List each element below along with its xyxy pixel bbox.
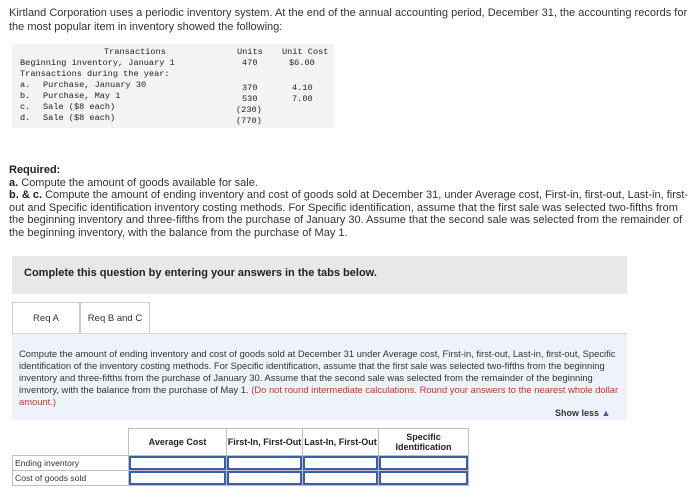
col-fifo: First-In, First-Out [227, 429, 303, 456]
row-cost-of-goods-sold: Cost of goods sold [13, 471, 129, 486]
row-label: Purchase, May 1 [43, 91, 121, 101]
inventory-data-box [12, 44, 334, 128]
row-units: (770) [236, 116, 262, 126]
row-units: 470 [242, 58, 258, 68]
row-label: Transactions during the year: [20, 69, 170, 79]
ending-inventory-specific-input[interactable] [379, 456, 468, 470]
row-letter: a. [20, 80, 31, 90]
header-units: Units [237, 47, 263, 57]
tab-panel-req-b-and-c [12, 333, 627, 420]
req-a-label: a. [9, 176, 19, 189]
col-average-cost: Average Cost [129, 429, 227, 456]
ending-inventory-fifo-input[interactable] [227, 456, 302, 470]
problem-intro: Kirtland Corporation uses a periodic inventory system. At the end of the annual accounting period, December 31, the accounting records for the most popular item in inventory showed the following: [9, 7, 688, 33]
row-cost: 4.10 [292, 83, 313, 93]
row-label: Sale ($8 each) [43, 102, 116, 112]
tab-req-a[interactable]: Req A [12, 302, 80, 334]
ending-inventory-lifo-input[interactable] [303, 456, 378, 470]
instructions-text: Complete this question by entering your answers in the tabs below. [24, 267, 377, 279]
required-heading: Required: [9, 164, 61, 176]
instructions-bar [12, 256, 627, 294]
row-units: 530 [242, 94, 258, 104]
row-cost: $6.00 [289, 58, 315, 68]
table-row [13, 471, 469, 486]
row-label: Sale ($8 each) [43, 113, 116, 123]
req-bc-label: b. & c. [9, 189, 43, 201]
answer-table [12, 428, 469, 486]
panel-text: Compute the amount of ending inventory and cost of goods sold at December 31 under Average cost, First-in, first-out, Last-in, first-out, Specific identification of the inventory costing methods. For Specific identification, assume that the first sale was selected two-fifths from the beginning inventory and three-fifths from the purchase of January 30. Assume that the second sale was selected from the remainder of the beginning inventory, with the balance from the purchase of May 1. [19, 348, 616, 395]
table-row [13, 456, 469, 471]
table-corner [13, 429, 129, 456]
req-a-text: Compute the amount of goods available for sale. [18, 176, 258, 189]
cogs-average-input[interactable] [129, 471, 226, 485]
col-specific-identification: Specific Identification [379, 429, 469, 456]
row-label: Purchase, January 30 [43, 80, 147, 90]
cogs-lifo-input[interactable] [303, 471, 378, 485]
tab-req-b-and-c[interactable]: Req B and C [80, 302, 150, 334]
required-section [9, 164, 691, 239]
row-label: Beginning inventory, January 1 [20, 58, 175, 68]
show-less-label: Show less [555, 408, 600, 418]
header-transactions: Transactions [104, 47, 166, 57]
cogs-specific-input[interactable] [379, 471, 468, 485]
row-letter: c. [20, 102, 31, 112]
panel-instructions [19, 348, 623, 408]
show-less-button[interactable] [555, 408, 610, 418]
row-ending-inventory: Ending inventory [13, 456, 129, 471]
ending-inventory-average-input[interactable] [129, 456, 226, 470]
col-lifo: Last-In, First-Out [303, 429, 379, 456]
caret-up-icon: ▲ [601, 408, 611, 418]
row-letter: d. [20, 113, 31, 123]
header-unit-cost: Unit Cost [282, 47, 329, 57]
cogs-fifo-input[interactable] [227, 471, 302, 485]
rounding-hint: (Do not round intermediate calculations. Round your answers to the nearest whole dollar amount.) [19, 384, 619, 407]
req-bc-text: Compute the amount of ending inventory and cost of goods sold at December 31, under Average cost, First-in, first-out, Last-in, first-out and Specific identification inventory costing methods. For Specific identification, assume that the first sale was selected two-fifths from the beginning inventory and three-fifths from the purchase of January 30. Assume that the second sale was selected from the remainder of the beginning inventory, with the balance from the purchase of May 1. [9, 189, 689, 239]
row-cost: 7.00 [292, 94, 313, 104]
row-units: (230) [236, 105, 262, 115]
row-letter: b. [20, 91, 31, 101]
row-units: 370 [242, 83, 258, 93]
